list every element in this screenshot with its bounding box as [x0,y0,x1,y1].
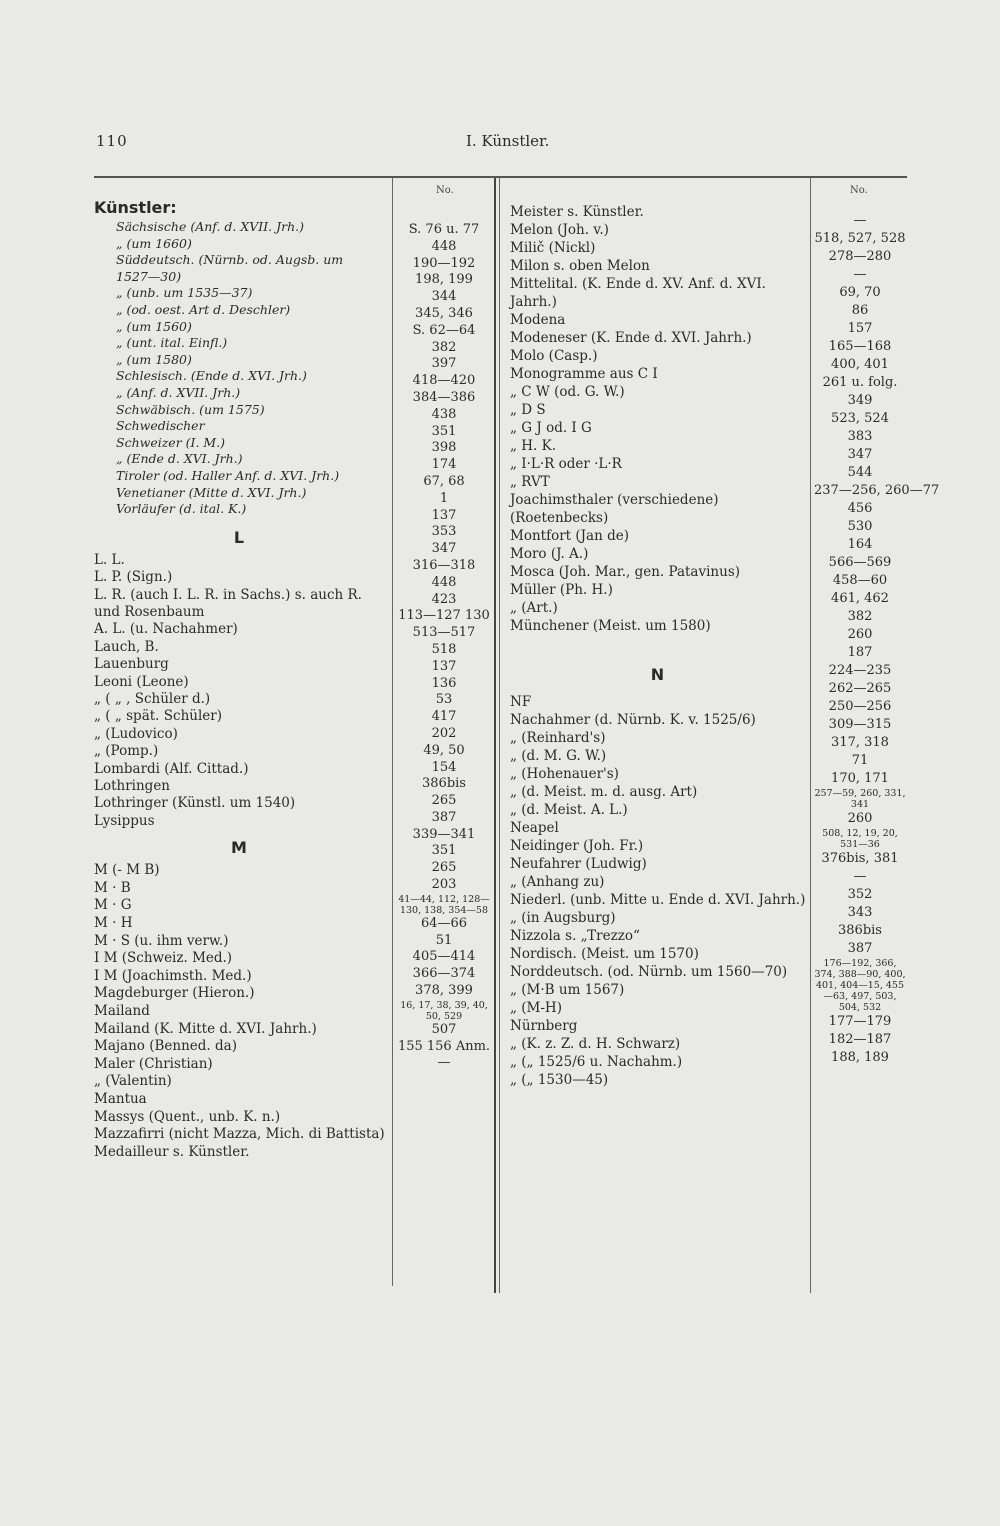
reference-number: 170, 171 [831,771,889,786]
index-entry: „ (unb. um 1535—37) [116,285,253,301]
index-entry: Neidinger (Joh. Fr.) [510,838,644,854]
index-entry: M · B [94,879,131,896]
index-entry: I M (Joachimsth. Med.) [94,967,252,984]
reference-number: 384—386 [412,389,476,405]
index-entry: Mantua [94,1090,147,1107]
reference-number: 177—179 [828,1014,892,1029]
index-entry: „ (Valentin) [94,1073,172,1090]
reference-number: 262—265 [828,681,892,696]
index-entry: Venetianer (Mitte d. XVI. Jrh.) [116,484,307,500]
reference-number: 518, 527, 528 [814,231,906,246]
reference-number: 237—256, 260—77 [814,483,940,498]
reference-number: 136 [431,675,457,691]
index-entry: Nordisch. (Meist. um 1570) [510,946,699,962]
left-numbers [396,222,492,1072]
reference-number: 387 [431,809,457,825]
index-entry: Monogramme aus C I [510,366,658,382]
index-entry: Mosca (Joh. Mar., gen. Patavinus) [510,564,741,580]
reference-number: — [853,869,867,884]
section-letter-m: M [231,838,247,858]
index-entry: Montfort (Jan de) [510,528,629,544]
index-entry: Vorläufer (d. ital. K.) [116,501,247,517]
index-entry: Nachahmer (d. Nürnb. K. v. 1525/6) [510,712,756,728]
reference-number: 351 [431,423,457,439]
index-entry: Lombardi (Alf. Cittad.) [94,760,249,777]
index-entry: „ (Anf. d. XVII. Jrh.) [116,384,241,400]
left-column [94,198,384,1161]
index-entry: „ H. K. [510,438,557,454]
reference-number: 64—66 [420,915,468,931]
reference-number: 405—414 [412,949,476,965]
index-entry: Lothringen [94,777,171,794]
reference-number: 423 [431,591,457,607]
index-entry: Tiroler (od. Haller Anf. d. XVI. Jrh.) [116,467,340,483]
index-entry: Melon (Joh. v.) [510,222,609,238]
index-entry: „ (um 1660) [116,235,192,251]
page-number: 110 [96,132,128,150]
index-entry: Joachimsthaler (verschiedene) [510,492,719,508]
index-entry: Mailand (K. Mitte d. XVI. Jahrh.) [94,1020,317,1037]
reference-number: 224—235 [828,663,892,678]
section-letter-l: L [233,527,245,547]
index-entry: Schweizer (I. M.) [116,434,226,450]
reference-number: 398 [431,440,457,456]
reference-number: 507 [431,1021,457,1037]
index-entry: „ (unt. ital. Einfl.) [116,335,228,351]
reference-number: 260 [847,627,873,642]
index-entry: „ ( „ spät. Schüler) [94,708,222,725]
reference-number: 16, 17, 38, 39, 40, 50, 529 [400,999,488,1022]
index-entry: „ (Art.) [510,600,558,616]
reference-number: 353 [431,524,457,540]
section-letter-n: N [650,665,665,684]
reference-number: 86 [851,303,869,318]
reference-number: 51 [435,932,453,948]
index-entry: Jahrh.) [510,294,557,310]
reference-number: 376bis, 381 [821,851,899,866]
reference-number: 41—44, 112, 128—130, 138, 354—58 [398,893,490,916]
index-entry: Mittelital. (K. Ende d. XV. Anf. d. XVI. [510,276,766,292]
reference-number: 448 [431,238,457,254]
reference-number: 154 [431,759,457,775]
index-entry: „ (od. oest. Art d. Deschler) [116,301,291,317]
reference-number: 316—318 [412,557,476,573]
reference-number: 250—256 [828,699,892,714]
reference-number: 530 [847,519,873,534]
reference-number: 265 [431,860,457,876]
reference-number: 566—569 [828,555,892,570]
left-entries-l [94,552,384,831]
index-entry: Lauch, B. [94,638,159,655]
index-entry: Milon s. oben Melon [510,258,650,274]
index-entry: L. R. (auch I. L. R. in Sachs.) s. auch R. [94,586,362,603]
reference-number: 383 [847,429,873,444]
right-column [510,203,805,1089]
reference-number: 544 [847,465,873,480]
index-entry: „ (Ende d. XVI. Jrh.) [116,451,243,467]
index-entry: Norddeutsch. (od. Nürnb. um 1560—70) [510,964,788,980]
reference-number: 400, 401 [831,357,889,372]
index-entry: Niederl. (unb. Mitte u. Ende d. XVI. Jahrh.) [510,892,806,908]
reference-number: 155 156 Anm. [397,1038,491,1054]
reference-number: 418—420 [412,373,476,389]
index-entry: „ (d. Meist. m. d. ausg. Art) [510,784,698,800]
index-entry: A. L. (u. Nachahmer) [94,621,238,638]
reference-number: 344 [431,289,457,305]
index-entry: Medailleur s. Künstler. [94,1143,250,1160]
reference-number: 137 [431,507,457,523]
reference-number: 203 [431,877,457,893]
index-entry: I M (Schweiz. Med.) [94,950,233,967]
index-entry: „ I·L·R oder ·L·R [510,456,622,472]
reference-number: 188, 189 [831,1050,889,1065]
index-entry: Maler (Christian) [94,1055,213,1072]
reference-number: 164 [847,537,873,552]
reference-number: 67, 68 [423,473,465,489]
index-entry: M · H [94,914,133,931]
left-no-header: No. [436,185,454,196]
index-entry: (Roetenbecks) [510,510,609,526]
reference-number: 182—187 [828,1032,892,1047]
reference-number: 317, 318 [831,735,889,750]
reference-number: 265 [431,793,457,809]
index-entry: „ G J od. I G [510,420,592,436]
reference-number: — [437,1055,451,1071]
reference-number: 53 [435,692,453,708]
reference-number: 278—280 [828,249,892,264]
running-title: I. Künstler. [466,132,550,150]
reference-number: 202 [431,725,457,741]
left-entries-m [94,862,384,1161]
reference-number: 309—315 [828,717,892,732]
top-rule [94,176,907,178]
column-divider [494,178,496,1293]
index-entry: M (- M B) [94,862,160,879]
reference-number: 69, 70 [839,285,881,300]
reference-number: 461, 462 [831,591,889,606]
index-entry: „ (Reinhard's) [510,730,606,746]
index-entry: Meister s. Künstler. [510,204,644,220]
reference-number: 448 [431,574,457,590]
right-entries-n [510,693,805,1089]
index-entry: Münchener (Meist. um 1580) [510,618,711,634]
index-entry: Lothringer (Künstl. um 1540) [94,795,296,812]
reference-number: 339—341 [412,826,476,842]
reference-number: 513—517 [412,625,476,641]
index-entry: Nizzola s. „Trezzo“ [510,928,640,944]
index-entry: Müller (Ph. H.) [510,582,613,598]
index-entry: „ RVT [510,474,550,490]
reference-number: 347 [847,447,873,462]
reference-number: 386bis [838,923,882,938]
reference-number: 157 [847,321,873,336]
index-entry: „ D S [510,402,546,418]
index-entry: „ (um 1560) [116,318,192,334]
index-entry: „ (Ludovico) [94,725,178,742]
index-entry: L. L. [94,551,125,568]
index-entry: „ (d. M. G. W.) [510,748,607,764]
index-entry: Nürnberg [510,1018,578,1034]
index-entry: Sächsische (Anf. d. XVII. Jrh.) [116,219,304,234]
reference-number: 187 [847,645,873,660]
index-entry: Süddeutsch. (Nürnb. od. Augsb. um [116,252,344,268]
index-entry: Mailand [94,1002,150,1019]
index-entry: „ (d. Meist. A. L.) [510,802,628,818]
index-entry: „ („ 1530—45) [510,1072,609,1088]
reference-number: 397 [431,356,457,372]
reference-number: 49, 50 [423,742,465,758]
reference-number: 382 [431,339,457,355]
index-entry: Leoni (Leone) [94,673,189,690]
index-entry: Molo (Casp.) [510,348,598,364]
right-entries [510,203,805,635]
reference-number: 508, 12, 19, 20, 531—36 [822,828,898,850]
reference-number: S. 76 u. 77 [408,222,480,237]
reference-number: 438 [431,406,457,422]
index-entry: „ („ 1525/6 u. Nachahm.) [510,1054,683,1070]
index-entry: Neapel [510,820,559,836]
reference-number: 378, 399 [415,983,473,999]
index-entry: Milič (Nickl) [510,240,596,256]
reference-number: 176—192, 366, 374, 388—90, 400, 401, 404—15, 455—63, 497, 503, 504, 532 [814,958,906,1013]
column-divider-2 [499,178,500,1293]
index-entry: Neufahrer (Ludwig) [510,856,647,872]
reference-number: 386bis [422,776,466,792]
reference-number: 1 [439,490,449,506]
reference-number: 198, 199 [415,272,473,288]
reference-number: 113—127 130 [398,608,490,624]
index-entry: Modeneser (K. Ende d. XVI. Jahrh.) [510,330,752,346]
index-entry: Modena [510,312,566,328]
reference-number: 518 [431,641,457,657]
index-entry: M · S (u. ihm verw.) [94,932,229,949]
index-entry: Schlesisch. (Ende d. XVI. Jrh.) [116,368,307,384]
left-entries [94,219,384,518]
reference-number: 260 [847,811,873,826]
reference-number: 137 [431,658,457,674]
reference-number: 165—168 [828,339,892,354]
index-entry: „ (Anhang zu) [510,874,605,890]
right-no-header: No. [850,185,868,196]
index-entry: Majano (Benned. da) [94,1038,237,1055]
reference-number: S. 62—64 [412,322,476,338]
index-entry: „ (M·B um 1567) [510,982,625,998]
reference-number: 190—192 [412,255,476,271]
index-entry: „ (Hohenauer's) [510,766,619,782]
reference-number: 71 [851,753,869,768]
reference-number: 382 [847,609,873,624]
index-entry: „ C W (od. G. W.) [510,384,625,400]
index-entry: Schwäbisch. (um 1575) [116,401,265,417]
index-entry: 1527—30) [116,268,182,284]
reference-number: — [853,213,867,228]
index-entry: „ (um 1580) [116,351,192,367]
index-entry: „ (M-H) [510,1000,562,1016]
reference-number: 345, 346 [415,305,473,321]
reference-number: 523, 524 [831,411,889,426]
section-heading-kuenstler: Künstler: [94,198,177,217]
reference-number: 456 [847,501,873,516]
reference-number: 174 [431,457,457,473]
index-entry: Schwedischer [116,418,205,434]
index-entry: „ (Pomp.) [94,743,159,760]
index-entry: Magdeburger (Hieron.) [94,985,255,1002]
reference-number: 343 [847,905,873,920]
index-entry: M · G [94,897,132,914]
index-entry: Moro (J. A.) [510,546,589,562]
index-entry: „ (in Augsburg) [510,910,616,926]
index-entry: Massys (Quent., unb. K. n.) [94,1108,281,1125]
column-rule-right-numbers [810,178,811,1293]
reference-number: 261 u. folg. [822,375,898,390]
reference-number: 257—59, 260, 331, 341 [814,788,906,810]
index-entry: „ (K. z. Z. d. H. Schwarz) [510,1036,681,1052]
column-rule-left-numbers [392,178,393,1286]
index-entry: Mazzafirri (nicht Mazza, Mich. di Battista) [94,1126,385,1143]
index-entry: NF [510,694,532,710]
reference-number: 351 [431,843,457,859]
index-entry: „ ( „ , Schüler d.) [94,690,211,707]
index-entry: Lysippus [94,812,155,829]
reference-number: 366—374 [412,966,476,982]
reference-number: 458—60 [832,573,888,588]
index-entry: Lauenburg [94,656,169,673]
right-numbers [814,212,940,1067]
index-entry: und Rosenbaum [94,603,205,620]
reference-number: 352 [847,887,873,902]
reference-number: 349 [847,393,873,408]
reference-number: 387 [847,941,873,956]
reference-number: 417 [431,709,457,725]
reference-number: — [853,267,867,282]
reference-number: 347 [431,541,457,557]
index-entry: L. P. (Sign.) [94,569,173,586]
